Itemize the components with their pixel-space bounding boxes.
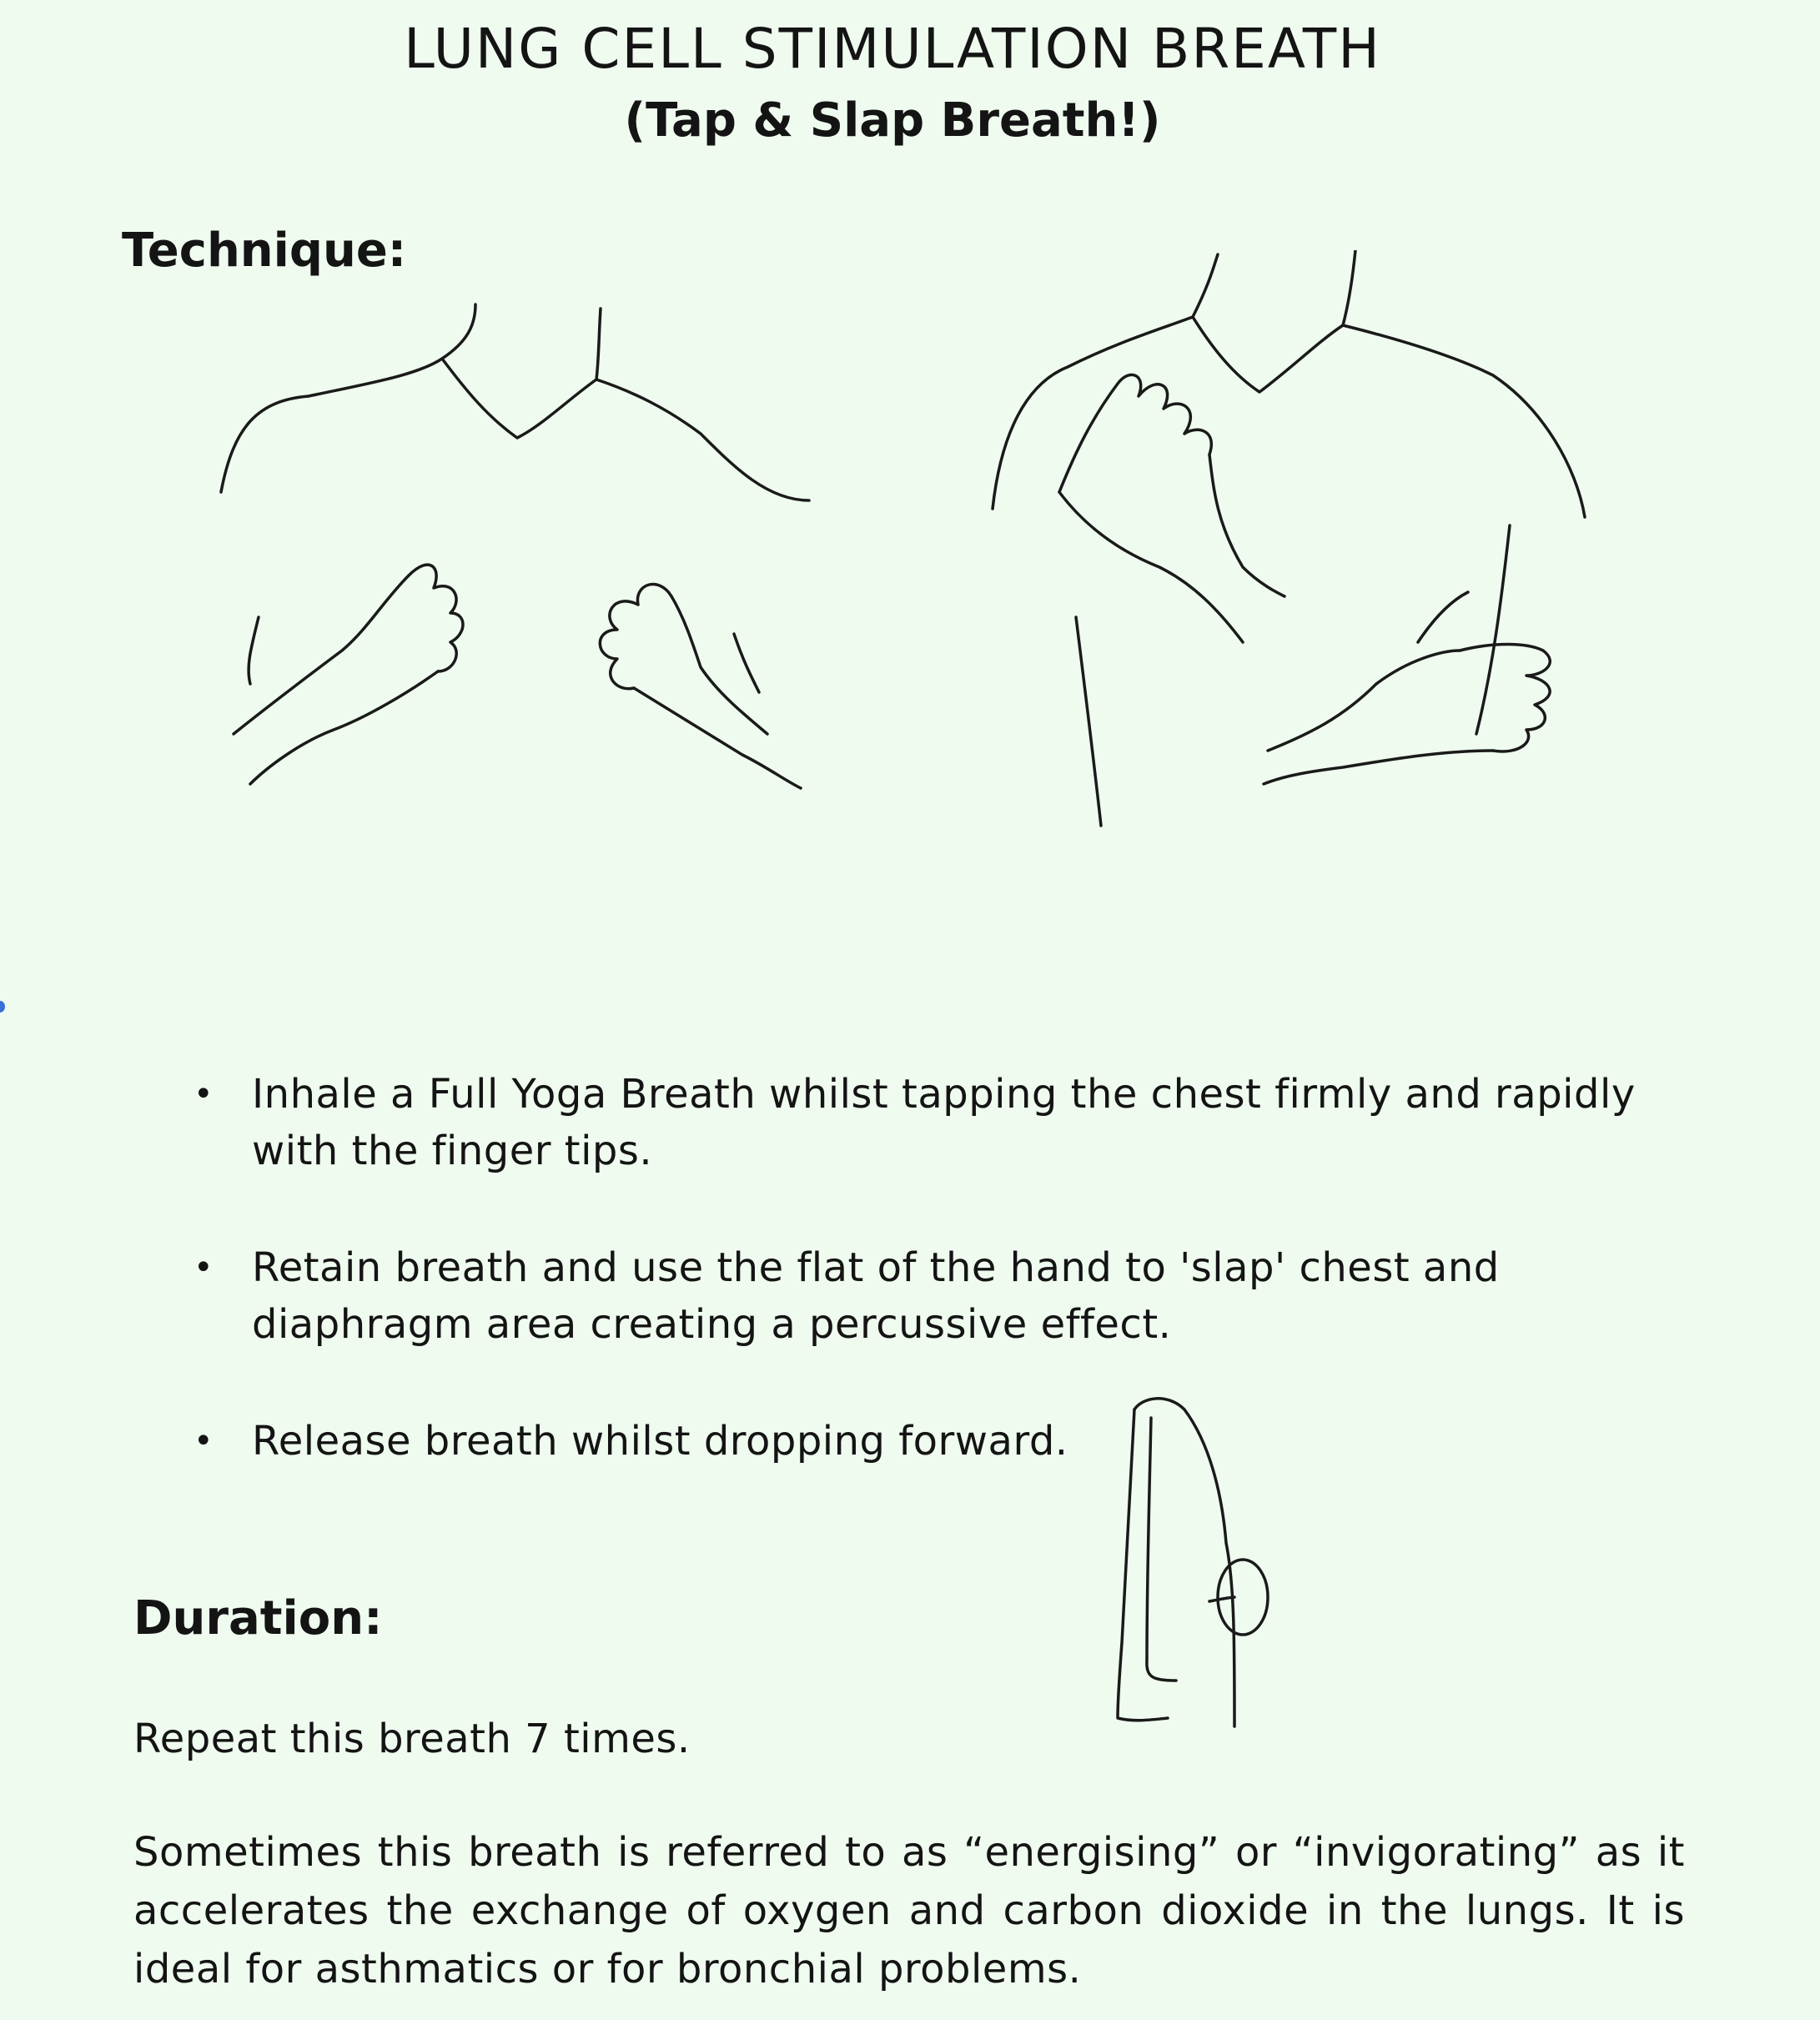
duration-note-text: Sometimes this breath is referred to as “energising” or “invigorating” as it accelerates the exchange of oxygen and carbon dioxide in the lungs. It is ideal for asthmatics or for bronchial problems. (133, 1829, 1685, 1992)
technique-heading: Technique: (122, 224, 407, 278)
list-item (184, 1066, 1685, 1179)
duration-heading: Duration: (133, 1591, 383, 1646)
bullet-icon: • (194, 1249, 214, 1287)
list-item (184, 1239, 1685, 1353)
list-item (184, 1413, 1685, 1470)
step-text: Inhale a Full Yoga Breath whilst tapping the chest firmly and rapidly with the finger tips. (252, 1071, 1636, 1174)
page-title: LUNG CELL STIMULATION BREATH (404, 17, 1381, 81)
dropping-forward-illustration (1109, 1393, 1310, 1743)
edge-marker (0, 1001, 5, 1013)
bullet-icon: • (194, 1075, 214, 1113)
page-subtitle: (Tap & Slap Breath!) (624, 93, 1161, 148)
technique-steps (184, 1066, 1685, 1530)
step-text: Release breath whilst dropping forward. (252, 1418, 1068, 1465)
step-text: Retain breath and use the flat of the hand to 'slap' chest and diaphragm area creating a percussive effect. (252, 1244, 1500, 1348)
bullet-icon: • (194, 1422, 214, 1460)
tapping-chest-illustration (200, 300, 834, 834)
slapping-chest-illustration (976, 250, 1610, 884)
duration-repeat-text: Repeat this breath 7 times. (133, 1716, 691, 1762)
